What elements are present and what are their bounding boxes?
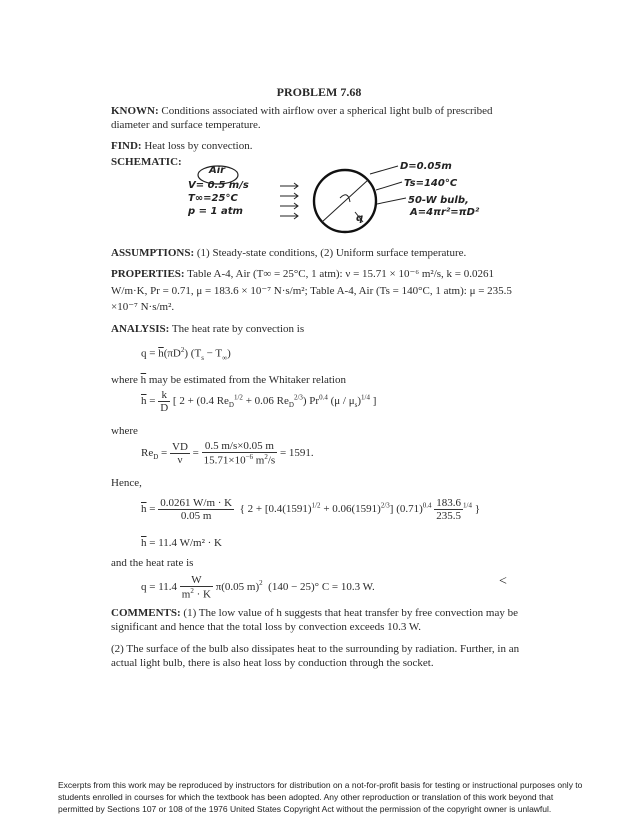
analysis-intro-text: The heat rate by convection is — [171, 323, 305, 335]
assumptions-text: (1) Steady-state conditions, (2) Uniform surface temperature. — [196, 247, 467, 259]
known-label: KNOWN: — [111, 105, 159, 117]
area-label: A=4πr²=πD² — [410, 207, 480, 218]
where-word: where — [111, 374, 138, 386]
properties-line-1: Table A-4, Air (T∞ = 25°C, 1 atm): ν = 15.71 × 10⁻⁶ m²/s, k = 0.0261 — [187, 268, 495, 280]
whitaker-intro: where $\overline{h}$ may be estimated from the Whitaker relation — [111, 374, 346, 386]
heat-q-label: q — [356, 213, 364, 224]
assumptions-label: ASSUMPTIONS: — [111, 247, 195, 259]
hence-label: Hence, — [111, 477, 142, 489]
air-label: Air — [209, 165, 226, 176]
diameter-label: D=0.05m — [400, 161, 452, 172]
surface-temp-label: Ts=140°C — [404, 178, 458, 189]
comment-2: (2) The surface of the bulb also dissipates heat to the surrounding by radiation. Further, in an actual light bulb, there is also heat loss by conduction through the socket. — [111, 643, 520, 669]
flow-arrows — [280, 183, 298, 219]
properties-label: PROPERTIES: — [111, 268, 185, 280]
find-text: Heat loss by convection. — [144, 140, 253, 152]
equation-h-result: $\overline{h} = 11.4$ W/m² · K — [141, 537, 222, 549]
problem-title: PROBLEM 7.68 — [276, 85, 362, 99]
comments-section — [111, 606, 521, 670]
analysis-label: ANALYSIS: — [111, 323, 170, 335]
properties-section — [111, 267, 541, 314]
known-section — [111, 104, 521, 132]
equation-whitaker: $\overline{h}$ = $\frac{k}{D}$ [ 2 + (0.4 $Re_D^{1/2} + 0.06$ $Re_D^{2/3}$) $Pr^{0.4}$ $(\mu / \mu_s)^{1/4}$ ] — [141, 389, 377, 414]
known-text: Conditions associated with airflow over a spherical light bulb of prescribed diameter and surface temperature. — [111, 105, 493, 131]
pressure-label: p = 1 atm — [188, 206, 243, 217]
bulb-label: 50-W bulb, — [408, 195, 469, 206]
find-label: FIND: — [111, 140, 142, 152]
schematic-label: SCHEMATIC: — [111, 156, 182, 168]
heat-rate-intro: and the heat rate is — [111, 557, 194, 569]
analysis-intro — [111, 322, 304, 336]
assumptions-section — [111, 246, 531, 260]
equation-h-numeric: $\overline{h}$ = $\frac{0.0261 W/m \cdot K}{0.05 m}$ { $2 + [0.4(1591)^{1/2} + 0.06(1591)^{2/3}]$ $(0.71)^{0.4}$ $\frac{183.6}{235.5}$ $^{1/4}$ } — [141, 497, 481, 522]
whitaker-text: may be estimated from the Whitaker relation — [148, 374, 346, 386]
properties-line-2: W/m·K, Pr = 0.71, μ = 183.6 × 10⁻⁷ N·s/m²; Table A-4, Air (Ts = 140°C, 1 atm): μ = 235.5 — [111, 285, 512, 297]
comment-1: (1) The low value of h suggests that heat transfer by free convection may be significant and hence that the total loss by convection exceeds 10.3 W. — [111, 607, 518, 633]
copyright-footer: Excerpts from this work may be reproduced by instructors for distribution on a not-for-profit basis for testing or instructional purposes only to students enrolled in courses for which the textbook has been adopted. Any other reproduction or translation of this work beyond that permitted by Sections 107 or 108 of the 1976 United States Copyright Act without the permission of the copyright owner is unlawful. — [58, 780, 583, 814]
equation-reynolds: $Re_D$ = $\frac{VD}{\nu}$ = $\frac{0.5 m/s\times 0.05 m}{15.71\times 10^{-6} m^2/s}$ = 1591. — [141, 440, 314, 467]
temperature-label: T∞=25°C — [188, 193, 238, 204]
q-result: (140 − 25)° C = 10.3 W. — [268, 580, 375, 593]
velocity-label: V= 0.5 m/s — [188, 180, 249, 191]
find-section — [111, 139, 511, 153]
where-2: where — [111, 425, 138, 437]
equation-q-result: q = 11.4 $\frac{W}{m^2 \cdot K}$ π(0.05 m)$^2$ (140 − 25)° C = 10.3 W. — [141, 574, 375, 601]
answer-marker: < — [499, 574, 507, 589]
equation-q-convection: $q = \overline{h}(\pi D^2) (T_s - T_\infty)$ — [141, 346, 231, 362]
h-result: = 11.4 W/m² · K — [149, 537, 222, 549]
reynolds-result: = 1591. — [279, 446, 314, 459]
comments-label: COMMENTS: — [111, 607, 181, 619]
properties-line-3: ×10⁻⁷ N·s/m². — [111, 301, 175, 313]
